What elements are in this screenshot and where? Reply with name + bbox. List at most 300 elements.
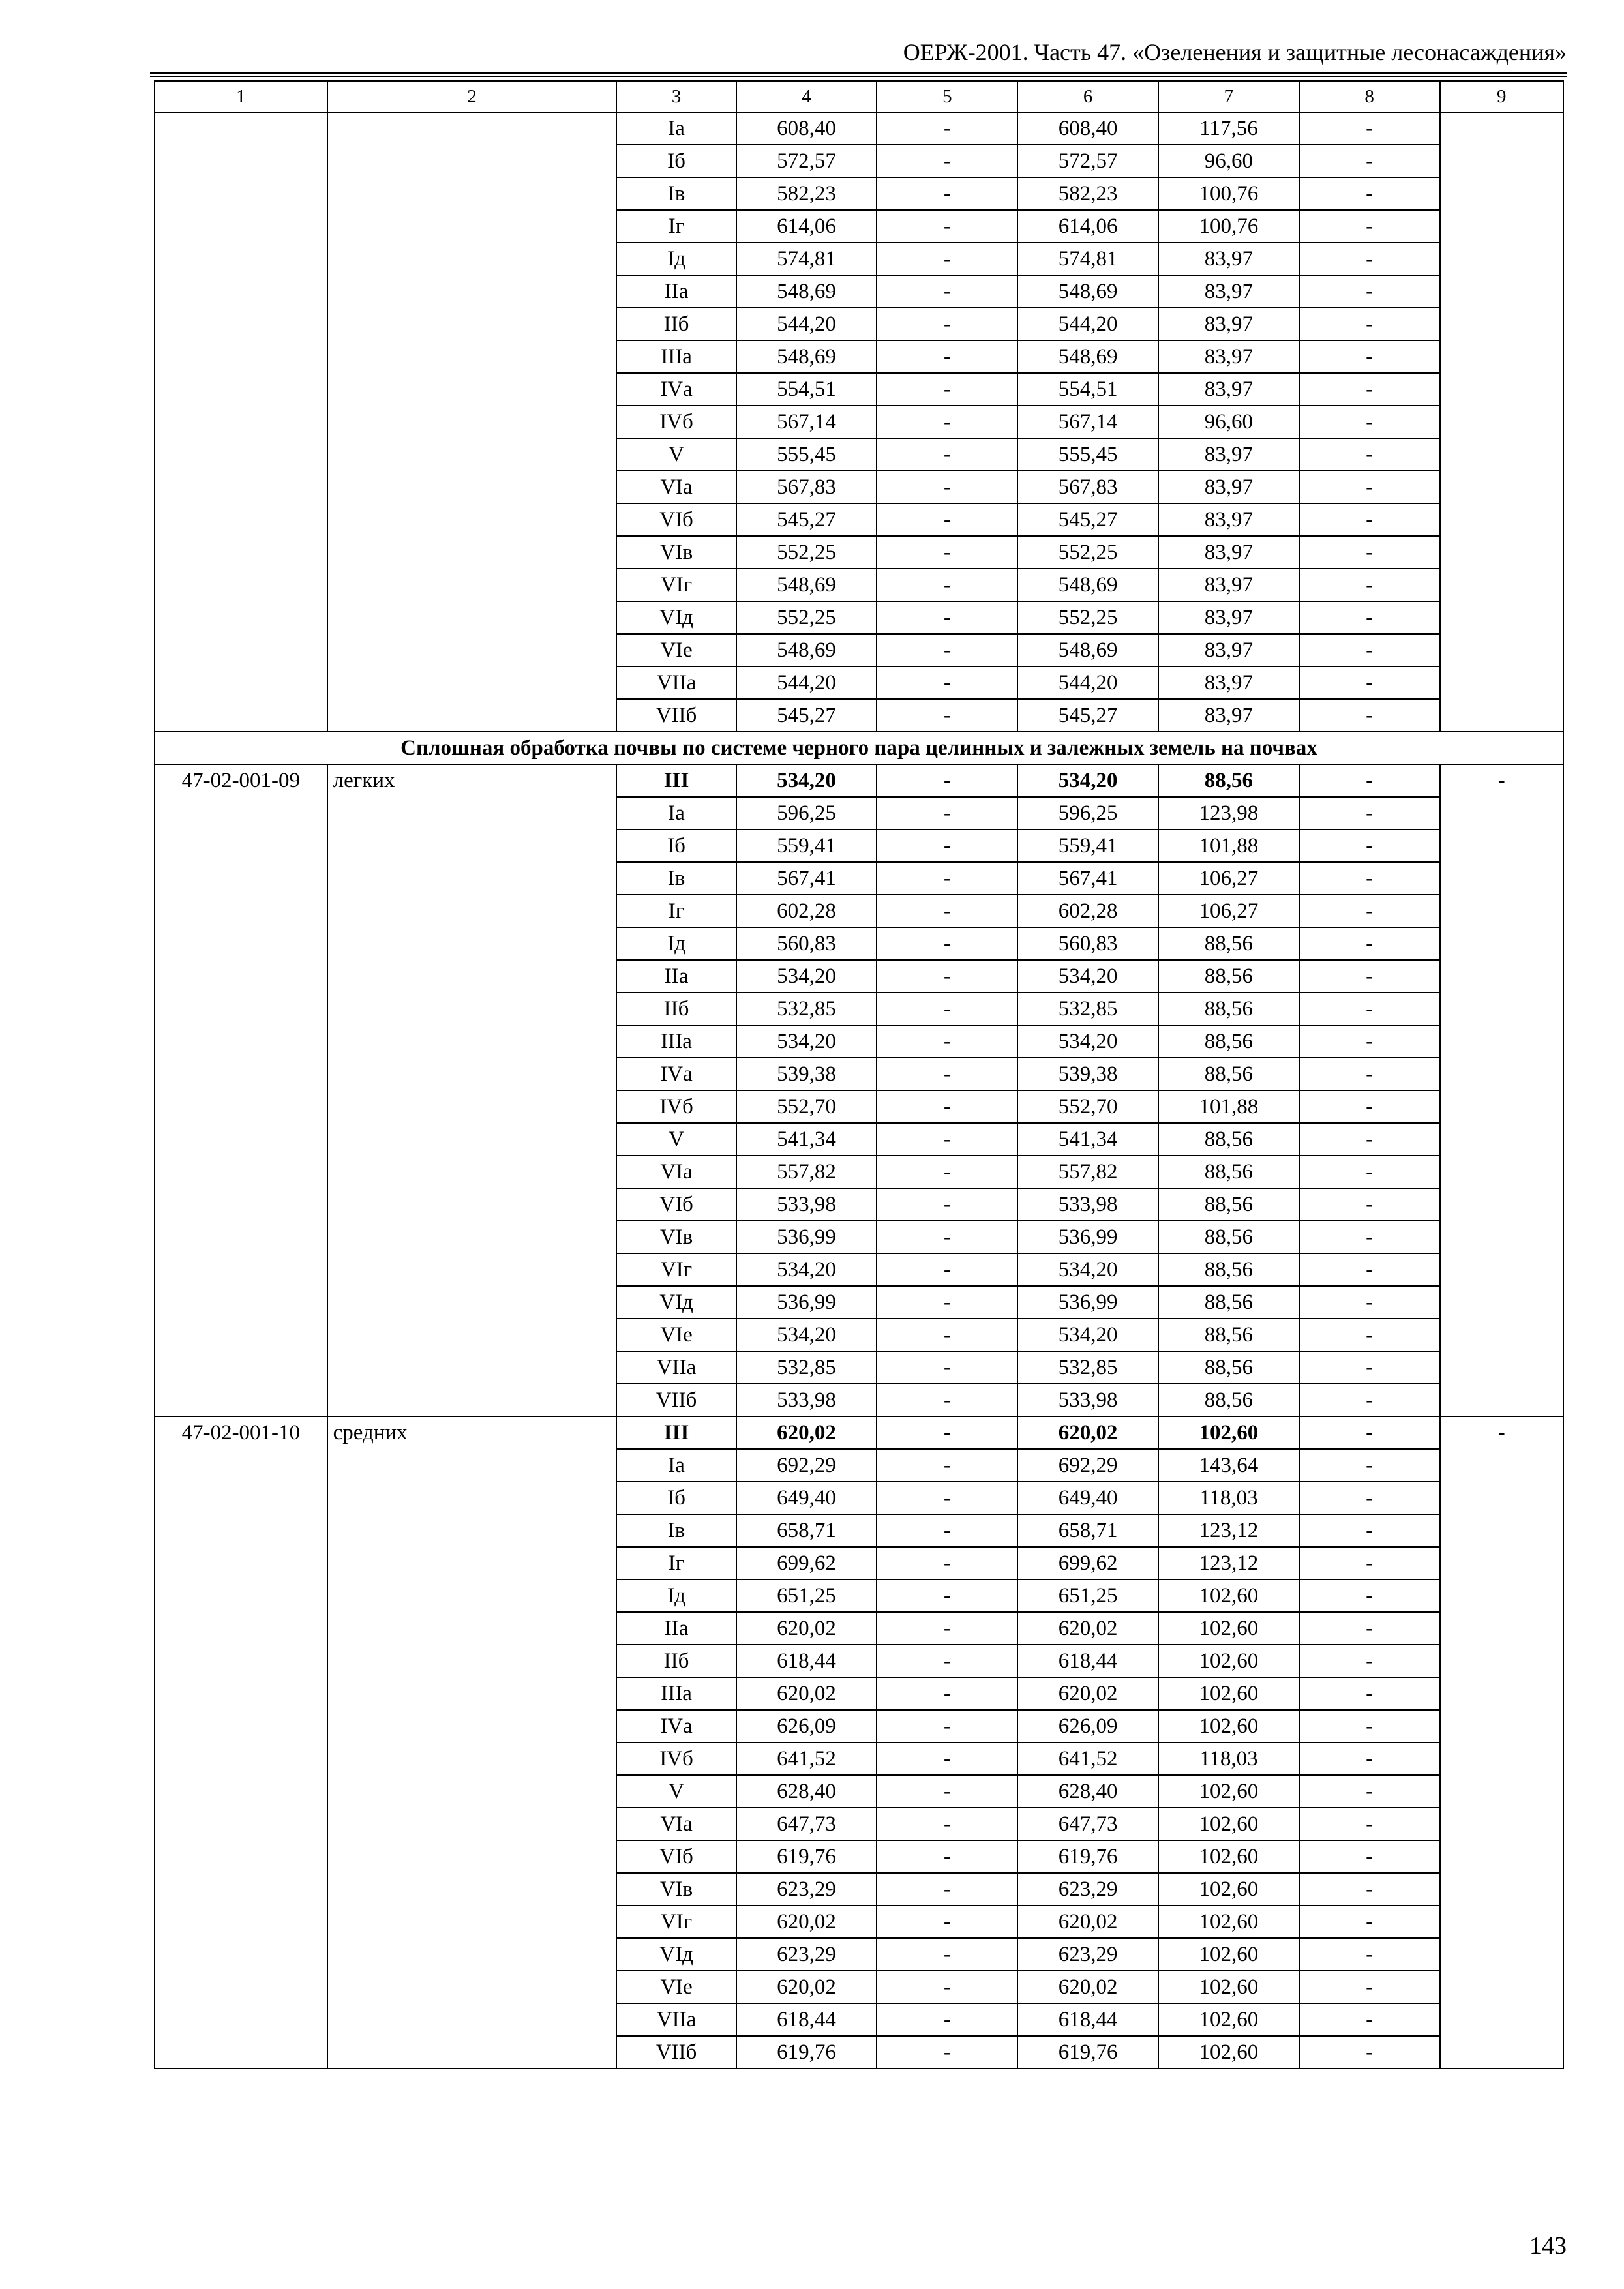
value-cell: 101,88 [1158,830,1299,862]
category-cell: VIб [616,1188,736,1221]
value-cell: - [877,1710,1017,1743]
value-cell: - [1299,699,1440,732]
value-cell: 554,51 [736,373,877,406]
value-cell: 83,97 [1158,666,1299,699]
value-cell: - [1299,1123,1440,1156]
category-cell: IIа [616,1612,736,1645]
value-cell: 651,25 [736,1579,877,1612]
value-cell: 545,27 [736,699,877,732]
value-cell: 544,20 [1017,666,1158,699]
value-cell: - [1299,406,1440,438]
value-cell: 620,02 [1017,1612,1158,1645]
value-cell: 534,20 [1017,960,1158,993]
value-cell: 699,62 [736,1547,877,1579]
value-cell: 102,60 [1158,1840,1299,1873]
value-cell: - [877,210,1017,243]
category-cell: Iд [616,1579,736,1612]
value-cell: 534,20 [736,1319,877,1351]
value-cell: - [1299,2003,1440,2036]
column-number-cell: 4 [736,81,877,112]
value-cell: 608,40 [736,112,877,145]
value-cell: 534,20 [736,960,877,993]
section-heading: Сплошная обработка почвы по системе черного пара целинных и залежных земель на почвах [155,732,1563,764]
value-cell: 658,71 [1017,1514,1158,1547]
category-cell: IVа [616,1710,736,1743]
category-cell: VIIб [616,1384,736,1416]
category-cell: IIIа [616,340,736,373]
value-cell: 649,40 [1017,1482,1158,1514]
value-cell: - [877,862,1017,895]
value-cell: 539,38 [1017,1058,1158,1090]
value-cell: 88,56 [1158,764,1299,797]
value-cell: - [877,1840,1017,1873]
value-cell: 83,97 [1158,243,1299,275]
value-cell: - [1299,993,1440,1025]
value-cell: 536,99 [1017,1221,1158,1253]
value-cell: - [877,1188,1017,1221]
category-cell: VIг [616,569,736,601]
value-cell: 548,69 [1017,340,1158,373]
value-cell: - [1299,112,1440,145]
category-cell: IIб [616,308,736,340]
value-cell: 572,57 [736,145,877,177]
value-cell: 647,73 [1017,1808,1158,1840]
value-cell: - [877,406,1017,438]
value-cell: 647,73 [736,1808,877,1840]
value-cell: - [877,177,1017,210]
value-cell: - [1299,1612,1440,1645]
value-cell: 534,20 [736,1025,877,1058]
value-cell: - [877,1319,1017,1351]
value-cell: 574,81 [1017,243,1158,275]
value-cell: 83,97 [1158,308,1299,340]
value-cell: 123,12 [1158,1547,1299,1579]
value-cell: 649,40 [736,1482,877,1514]
col9-cell-empty [1440,112,1563,732]
value-cell: - [877,569,1017,601]
value-cell: 143,64 [1158,1449,1299,1482]
value-cell: - [1299,1971,1440,2003]
value-cell: 619,76 [736,2036,877,2069]
value-cell: 626,09 [736,1710,877,1743]
value-cell: 628,40 [1017,1775,1158,1808]
value-cell: 102,60 [1158,1906,1299,1938]
value-cell: 106,27 [1158,895,1299,927]
category-cell: Iа [616,112,736,145]
value-cell: 545,27 [736,503,877,536]
value-cell: 567,83 [1017,471,1158,503]
value-cell: - [1299,1384,1440,1416]
category-cell: IIIа [616,1025,736,1058]
value-cell: 102,60 [1158,1710,1299,1743]
value-cell: 534,20 [1017,1319,1158,1351]
value-cell: 534,20 [1017,1253,1158,1286]
value-cell: 692,29 [1017,1449,1158,1482]
value-cell: 536,99 [736,1221,877,1253]
value-cell: - [1299,797,1440,830]
category-cell: Iг [616,210,736,243]
value-cell: 534,20 [1017,764,1158,797]
value-cell: 582,23 [736,177,877,210]
category-cell: VIе [616,1319,736,1351]
value-cell: - [1299,927,1440,960]
value-cell: - [877,308,1017,340]
value-cell: 623,29 [1017,1873,1158,1906]
value-cell: 533,98 [736,1188,877,1221]
value-cell: 608,40 [1017,112,1158,145]
value-cell: 628,40 [736,1775,877,1808]
value-cell: - [1299,569,1440,601]
category-cell: Iб [616,830,736,862]
value-cell: - [877,1058,1017,1090]
value-cell: - [1299,1221,1440,1253]
value-cell: - [877,1384,1017,1416]
value-cell: - [1299,471,1440,503]
category-cell: Iг [616,1547,736,1579]
value-cell: 554,51 [1017,373,1158,406]
value-cell: 545,27 [1017,699,1158,732]
value-cell: 614,06 [1017,210,1158,243]
column-number-cell: 1 [155,81,327,112]
value-cell: 83,97 [1158,601,1299,634]
value-cell: 88,56 [1158,1188,1299,1221]
value-cell: - [1299,503,1440,536]
header-rule-thick [150,72,1567,74]
value-cell: 532,85 [736,993,877,1025]
value-cell: 699,62 [1017,1547,1158,1579]
value-cell: 596,25 [1017,797,1158,830]
category-cell: IIIа [616,1677,736,1710]
value-cell: - [877,601,1017,634]
rate-code: 47-02-001-10 [155,1416,327,2069]
value-cell: 623,29 [736,1873,877,1906]
category-cell: IVб [616,1090,736,1123]
category-cell: Iв [616,862,736,895]
value-cell: 102,60 [1158,1808,1299,1840]
category-cell: VIIб [616,2036,736,2069]
value-cell: 83,97 [1158,569,1299,601]
column-number-cell: 3 [616,81,736,112]
value-cell: - [1299,1449,1440,1482]
value-cell: 534,20 [1017,1025,1158,1058]
value-cell: 102,60 [1158,1677,1299,1710]
value-cell: 102,60 [1158,1971,1299,2003]
value-cell: - [877,1514,1017,1547]
value-cell: 88,56 [1158,1025,1299,1058]
category-cell: IVб [616,1743,736,1775]
value-cell: 536,99 [736,1286,877,1319]
category-cell: Iа [616,1449,736,1482]
category-cell: IVб [616,406,736,438]
value-cell: 567,41 [736,862,877,895]
value-cell: - [1299,2036,1440,2069]
value-cell: - [1299,1188,1440,1221]
value-cell: 582,23 [1017,177,1158,210]
group-summary-row [155,764,1563,797]
value-cell: 100,76 [1158,177,1299,210]
value-cell: - [877,2003,1017,2036]
value-cell: 88,56 [1158,1123,1299,1156]
value-cell: 552,25 [736,601,877,634]
value-cell: 559,41 [736,830,877,862]
value-cell: 83,97 [1158,699,1299,732]
value-cell: 102,60 [1158,2036,1299,2069]
value-cell: 102,60 [1158,1612,1299,1645]
value-cell: 102,60 [1158,1416,1299,1449]
value-cell: - [1299,1710,1440,1743]
value-cell: 88,56 [1158,1253,1299,1286]
category-cell: III [616,1416,736,1449]
value-cell: - [877,1873,1017,1906]
category-cell: VIIб [616,699,736,732]
value-cell: 641,52 [736,1743,877,1775]
category-cell: IIб [616,1645,736,1677]
column-number-cell: 8 [1299,81,1440,112]
value-cell: - [1299,1319,1440,1351]
value-cell: 560,83 [736,927,877,960]
value-cell: - [877,503,1017,536]
category-cell: V [616,1123,736,1156]
value-cell: 534,20 [736,764,877,797]
value-cell: 596,25 [736,797,877,830]
value-cell: - [1299,177,1440,210]
category-cell: VIв [616,1221,736,1253]
column-number-cell: 7 [1158,81,1299,112]
value-cell: 88,56 [1158,1286,1299,1319]
value-cell: 88,56 [1158,993,1299,1025]
value-cell: - [877,797,1017,830]
value-cell: - [1299,1906,1440,1938]
running-header-title: ОЕРЖ-2001. Часть 47. «Озеленения и защитные лесонасаждения» [903,39,1567,65]
value-cell: - [1299,1514,1440,1547]
value-cell: 658,71 [736,1514,877,1547]
value-cell: 692,29 [736,1449,877,1482]
category-cell: VIд [616,1286,736,1319]
category-cell: VIд [616,601,736,634]
value-cell: - [877,1482,1017,1514]
rate-name: легких [327,764,617,1416]
category-cell: Iа [616,797,736,830]
value-cell: 88,56 [1158,1351,1299,1384]
value-cell: 557,82 [736,1156,877,1188]
value-cell: 88,56 [1158,927,1299,960]
value-cell: - [877,666,1017,699]
value-cell: - [877,1123,1017,1156]
name-cell-empty [327,112,617,732]
value-cell: - [877,1416,1017,1449]
category-cell: VIв [616,536,736,569]
value-cell: 651,25 [1017,1579,1158,1612]
value-cell: 544,20 [736,308,877,340]
value-cell: 83,97 [1158,340,1299,373]
value-cell: 620,02 [736,1971,877,2003]
value-cell: - [877,895,1017,927]
value-cell: 602,28 [1017,895,1158,927]
category-cell: IIа [616,960,736,993]
value-cell: 552,25 [736,536,877,569]
value-cell: - [1299,1677,1440,1710]
value-cell: - [877,1286,1017,1319]
col9-value: - [1440,1416,1563,2069]
value-cell: - [1299,1482,1440,1514]
value-cell: - [1299,895,1440,927]
value-cell: - [877,1906,1017,1938]
value-cell: 533,98 [736,1384,877,1416]
value-cell: 83,97 [1158,634,1299,666]
value-cell: - [1299,1743,1440,1775]
value-cell: - [877,1221,1017,1253]
value-cell: - [1299,536,1440,569]
value-cell: 532,85 [736,1351,877,1384]
value-cell: 618,44 [736,2003,877,2036]
value-cell: - [877,1743,1017,1775]
value-cell: - [877,1971,1017,2003]
value-cell: 555,45 [736,438,877,471]
value-cell: 533,98 [1017,1384,1158,1416]
value-cell: 88,56 [1158,1221,1299,1253]
value-cell: - [1299,601,1440,634]
value-cell: 619,76 [1017,2036,1158,2069]
value-cell: 83,97 [1158,438,1299,471]
value-cell: 544,20 [1017,308,1158,340]
value-cell: - [877,1579,1017,1612]
value-cell: 88,56 [1158,1384,1299,1416]
value-cell: 100,76 [1158,210,1299,243]
value-cell: 102,60 [1158,1645,1299,1677]
value-cell: - [1299,340,1440,373]
value-cell: 96,60 [1158,145,1299,177]
column-number-cell: 9 [1440,81,1563,112]
value-cell: - [1299,1938,1440,1971]
value-cell: 567,41 [1017,862,1158,895]
category-cell: VIг [616,1253,736,1286]
column-number-cell: 2 [327,81,617,112]
category-cell: III [616,764,736,797]
value-cell: 618,44 [1017,1645,1158,1677]
category-cell: IIб [616,993,736,1025]
value-cell: 532,85 [1017,1351,1158,1384]
value-cell: 641,52 [1017,1743,1158,1775]
category-cell: Iд [616,243,736,275]
value-cell: 552,25 [1017,601,1158,634]
value-cell: - [877,1351,1017,1384]
value-cell: 574,81 [736,243,877,275]
value-cell: 620,02 [736,1612,877,1645]
value-cell: 83,97 [1158,536,1299,569]
value-cell: 88,56 [1158,960,1299,993]
category-cell: VIе [616,634,736,666]
value-cell: - [877,145,1017,177]
category-cell: VIа [616,1156,736,1188]
value-cell: 545,27 [1017,503,1158,536]
value-cell: - [877,373,1017,406]
category-cell: Iб [616,145,736,177]
value-cell: 559,41 [1017,830,1158,862]
value-cell: 548,69 [736,569,877,601]
value-cell: 618,44 [1017,2003,1158,2036]
value-cell: 88,56 [1158,1156,1299,1188]
category-cell: VIIа [616,1351,736,1384]
value-cell: - [877,764,1017,797]
value-cell: - [1299,1090,1440,1123]
value-cell: 614,06 [736,210,877,243]
value-cell: - [877,699,1017,732]
value-cell: - [1299,666,1440,699]
value-cell: 620,02 [1017,1971,1158,2003]
value-cell: 560,83 [1017,927,1158,960]
value-cell: 620,02 [736,1677,877,1710]
value-cell: - [1299,438,1440,471]
value-cell: 623,29 [736,1938,877,1971]
category-cell: IIа [616,275,736,308]
value-cell: 557,82 [1017,1156,1158,1188]
value-cell: - [877,960,1017,993]
section-heading-row [155,732,1563,764]
value-cell: 536,99 [1017,1286,1158,1319]
value-cell: 552,70 [1017,1090,1158,1123]
value-cell: - [877,993,1017,1025]
value-cell: 101,88 [1158,1090,1299,1123]
value-cell: 567,83 [736,471,877,503]
value-cell: 618,44 [736,1645,877,1677]
value-cell: 626,09 [1017,1710,1158,1743]
value-cell: - [1299,1579,1440,1612]
value-cell: - [1299,960,1440,993]
code-cell-empty [155,112,327,732]
value-cell: 541,34 [736,1123,877,1156]
value-cell: - [877,471,1017,503]
value-cell: - [877,1677,1017,1710]
category-cell: Iб [616,1482,736,1514]
value-cell: - [877,1090,1017,1123]
value-cell: 96,60 [1158,406,1299,438]
value-cell: - [1299,1156,1440,1188]
value-cell: - [1299,243,1440,275]
category-cell: IVа [616,1058,736,1090]
value-cell: - [1299,275,1440,308]
column-number-cell: 5 [877,81,1017,112]
value-cell: - [1299,764,1440,797]
value-cell: 83,97 [1158,373,1299,406]
value-cell: - [1299,1286,1440,1319]
value-cell: - [877,1775,1017,1808]
value-cell: - [877,634,1017,666]
category-cell: V [616,1775,736,1808]
col9-value: - [1440,764,1563,1416]
value-cell: 548,69 [1017,634,1158,666]
group-summary-row [155,1416,1563,1449]
value-cell: - [877,1645,1017,1677]
value-cell: 552,25 [1017,536,1158,569]
value-cell: 620,02 [1017,1416,1158,1449]
rates-table [154,80,1564,2069]
category-cell: VIб [616,503,736,536]
category-cell: VIе [616,1971,736,2003]
value-cell: 548,69 [736,275,877,308]
value-cell: 620,02 [736,1416,877,1449]
value-cell: - [1299,1645,1440,1677]
value-cell: 548,69 [1017,275,1158,308]
rate-name: средних [327,1416,617,2069]
value-cell: - [877,1808,1017,1840]
value-cell: 548,69 [736,340,877,373]
value-cell: 83,97 [1158,503,1299,536]
category-cell: V [616,438,736,471]
rates-table-body [155,81,1563,2069]
value-cell: 102,60 [1158,1579,1299,1612]
rate-code: 47-02-001-09 [155,764,327,1416]
value-cell: 548,69 [1017,569,1158,601]
